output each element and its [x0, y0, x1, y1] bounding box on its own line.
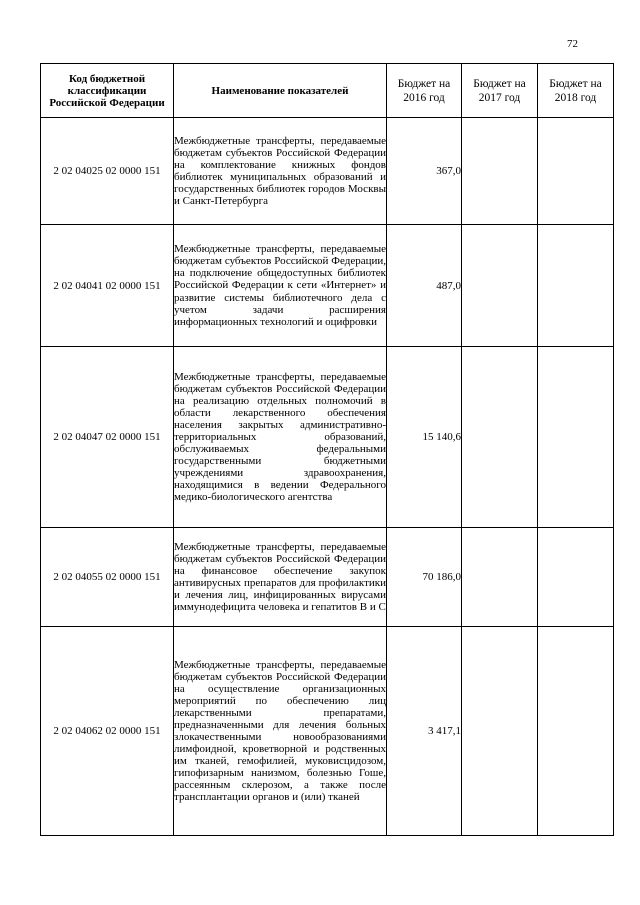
row-budget-2018: [538, 528, 614, 627]
row-budget-2017: [462, 528, 538, 627]
row-budget-2018: [538, 627, 614, 836]
row-name: Межбюджетные трансферты, передаваемые бюджетам субъектов Российской Федерации на комплектование книжных фондов библиотек муниципальных образований и государственных библиотек городов Москвы и Санкт-Петербурга: [174, 118, 387, 225]
header-budget-2017: Бюджет на 2017 год: [462, 64, 538, 118]
row-name: Межбюджетные трансферты, передаваемые бюджетам субъектов Российской Федерации на реализацию отдельных полномочий в области лекарственного обеспечения населения закрытых административно-территориальных образований, обслуживаемых федеральными государственными бюджетными учреждениями здравоохранения, находящимися в ведении Федерального медико-биологического агентства: [174, 347, 387, 528]
row-budget-2017: [462, 627, 538, 836]
row-budget-2016: 15 140,6: [387, 347, 462, 528]
table-row: [41, 118, 614, 225]
row-budget-2018: [538, 118, 614, 225]
row-budget-2018: [538, 347, 614, 528]
header-budget-2018: Бюджет на 2018 год: [538, 64, 614, 118]
row-budget-2017: [462, 118, 538, 225]
budget-table: [40, 63, 614, 836]
row-budget-2018: [538, 225, 614, 347]
header-budget-2016: Бюджет на 2016 год: [387, 64, 462, 118]
row-code: 2 02 04055 02 0000 151: [41, 528, 174, 627]
table-row: [41, 225, 614, 347]
header-name: Наименование показателей: [174, 64, 387, 118]
row-name: Межбюджетные трансферты, передаваемые бюджетам субъектов Российской Федерации, на подключение общедоступных библиотек Российской Федерации к сети «Интернет» и развитие системы библиотечного дела с учетом задачи расширения информационных технологий и оцифровки: [174, 225, 387, 347]
row-budget-2016: 487,0: [387, 225, 462, 347]
table-header-row: [41, 64, 614, 118]
row-name: Межбюджетные трансферты, передаваемые бюджетам субъектов Российской Федерации на финансовое обеспечение закупок антивирусных препаратов для профилактики и лечения лиц, инфицированных вирусами иммунодефицита человека и гепатитов B и C: [174, 528, 387, 627]
row-code: 2 02 04041 02 0000 151: [41, 225, 174, 347]
row-budget-2016: 3 417,1: [387, 627, 462, 836]
row-code: 2 02 04025 02 0000 151: [41, 118, 174, 225]
row-code: 2 02 04062 02 0000 151: [41, 627, 174, 836]
row-budget-2017: [462, 225, 538, 347]
row-name: Межбюджетные трансферты, передаваемые бюджетам субъектов Российской Федерации на осуществление организационных мероприятий по обеспечению лиц лекарственными препаратами, предназначенными для лечения больных злокачественными новообразованиями лимфоидной, кроветворной и родственных им тканей, гемофилией, муковисцидозом, гипофизарным нанизмом, болезнью Гоше, рассеянным склерозом, а также после трансплантации органов и (или) тканей: [174, 627, 387, 836]
page-number: 72: [567, 38, 578, 50]
row-budget-2016: 70 186,0: [387, 528, 462, 627]
row-code: 2 02 04047 02 0000 151: [41, 347, 174, 528]
table-row: [41, 627, 614, 836]
table-row: [41, 347, 614, 528]
table-row: [41, 528, 614, 627]
header-code: Код бюджетной классификации Российской Федерации: [41, 64, 174, 118]
row-budget-2017: [462, 347, 538, 528]
row-budget-2016: 367,0: [387, 118, 462, 225]
